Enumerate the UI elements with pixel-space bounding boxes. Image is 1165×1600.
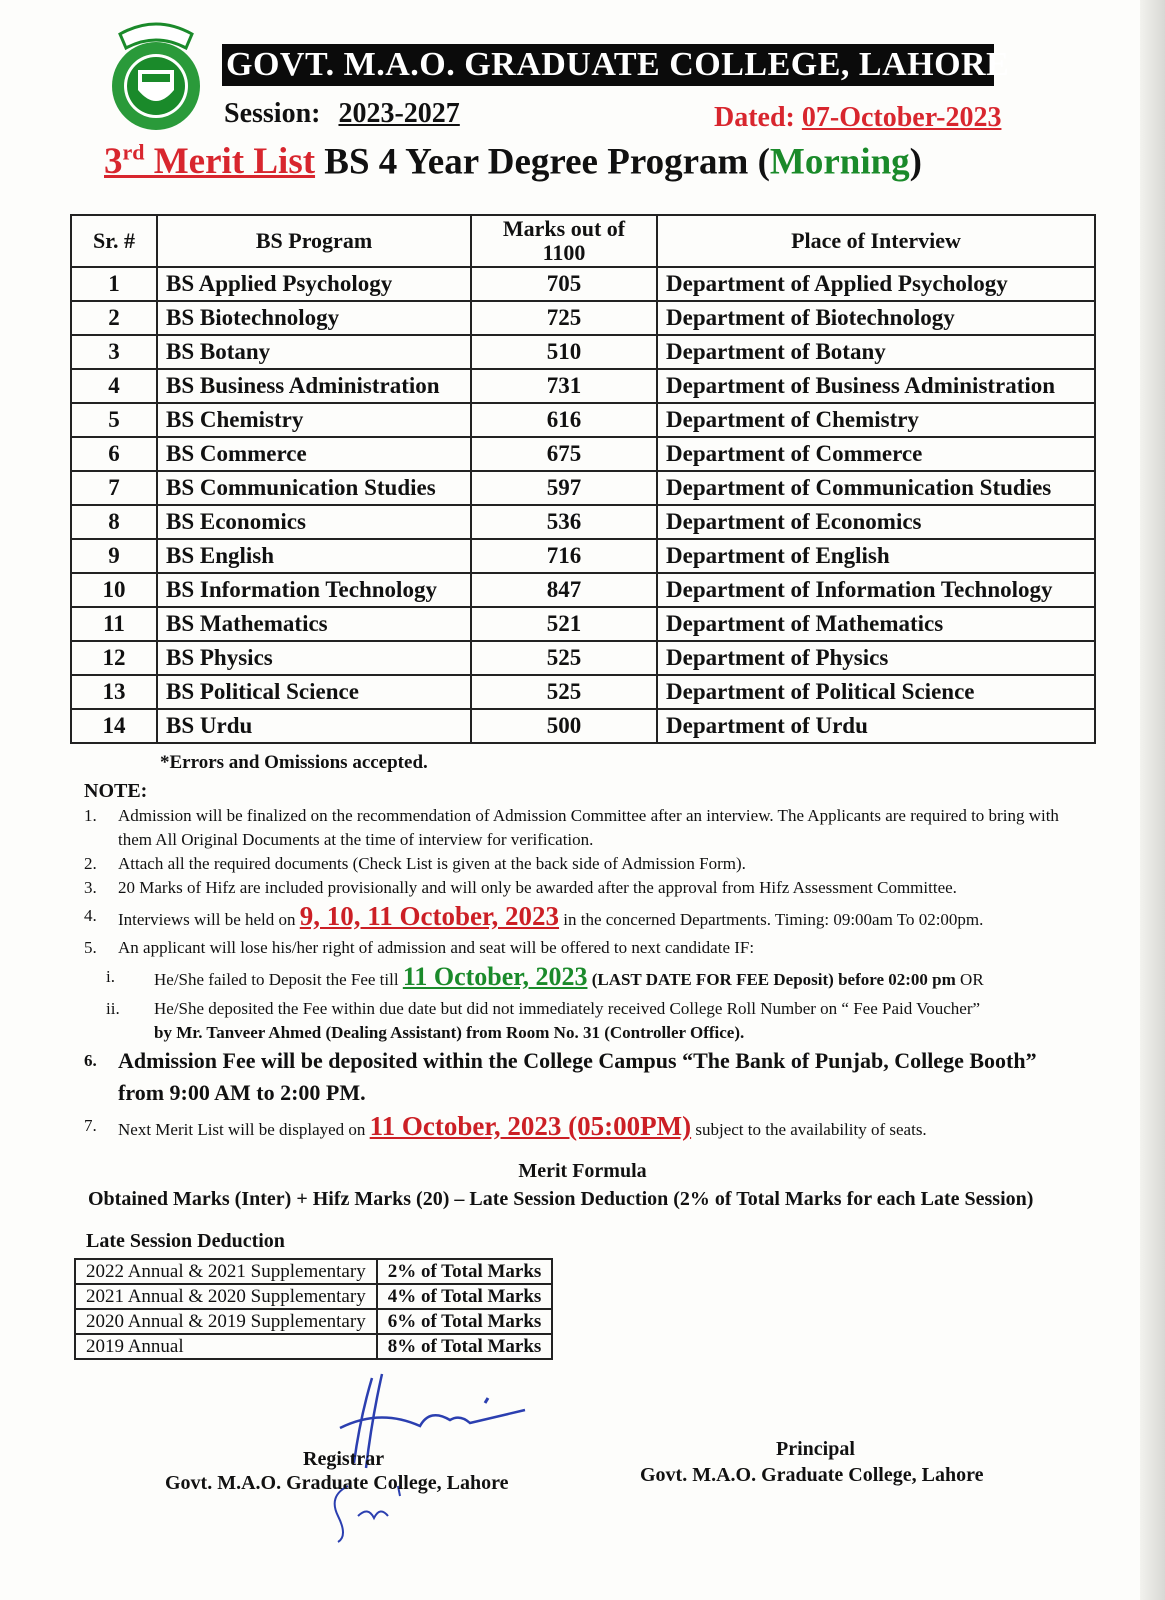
session-value: 2023-2027: [338, 98, 460, 129]
place-cell: Department of Botany: [657, 335, 1095, 369]
session-cell: 2020 Annual & 2019 Supplementary: [75, 1309, 377, 1334]
interview-dates: 9, 10, 11 October, 2023: [299, 901, 560, 931]
place-cell: Department of Economics: [657, 505, 1095, 539]
marks-cell: 525: [471, 641, 657, 675]
fee-deadline: 11 October, 2023: [402, 962, 588, 991]
sr-cell: 11: [71, 607, 157, 641]
table-row: [71, 505, 1095, 539]
header-place: Place of Interview: [657, 215, 1095, 267]
table-row: [71, 301, 1095, 335]
header-marks: Marks out of 1100: [471, 215, 657, 267]
shift-label: Morning: [769, 141, 910, 183]
principal-college: Govt. M.A.O. Graduate College, Lahore: [640, 1464, 984, 1486]
place-cell: Department of Information Technology: [657, 573, 1095, 607]
place-cell: Department of Chemistry: [657, 403, 1095, 437]
program-cell: BS Information Technology: [157, 573, 471, 607]
place-cell: Department of Applied Psychology: [657, 267, 1095, 301]
marks-cell: 847: [471, 573, 657, 607]
registrar-college: Govt. M.A.O. Graduate College, Lahore: [165, 1472, 509, 1494]
table-row: [71, 369, 1095, 403]
dated-label: Dated:: [714, 102, 802, 133]
late-session-table: [74, 1258, 553, 1360]
program-title: BS 4 Year Degree Program (: [315, 141, 770, 183]
late-session-row: [75, 1259, 552, 1284]
program-cell: BS Economics: [157, 505, 471, 539]
sr-cell: 10: [71, 573, 157, 607]
place-cell: Department of Commerce: [657, 437, 1095, 471]
deduction-cell: 2% of Total Marks: [377, 1259, 553, 1284]
marks-cell: 597: [471, 471, 657, 505]
session: [224, 98, 460, 130]
marks-cell: 525: [471, 675, 657, 709]
note-6: 6. Admission Fee will be deposited within the College Campus “The Bank of Punjab, College Booth” from 9:00 AM to 2:00 PM.: [84, 1048, 1037, 1105]
program-cell: BS Commerce: [157, 437, 471, 471]
place-cell: Department of Physics: [657, 641, 1095, 675]
program-cell: BS Applied Psychology: [157, 267, 471, 301]
marks-cell: 521: [471, 607, 657, 641]
late-session-row: [75, 1309, 552, 1334]
sr-cell: 13: [71, 675, 157, 709]
sr-cell: 2: [71, 301, 157, 335]
merit-formula: Obtained Marks (Inter) + Hifz Marks (20) – Late Session Deduction (2% of Total Marks for each Late Session): [88, 1188, 1034, 1210]
sr-cell: 8: [71, 505, 157, 539]
marks-cell: 536: [471, 505, 657, 539]
note-2: 2. Attach all the required documents (Check List is given at the back side of Admission Form).: [84, 854, 746, 873]
program-cell: BS Mathematics: [157, 607, 471, 641]
place-cell: Department of Urdu: [657, 709, 1095, 743]
merit-list-number: 3rd Merit List: [104, 140, 316, 183]
program-cell: BS Communication Studies: [157, 471, 471, 505]
note-3: 3. 20 Marks of Hifz are included provisionally and will only be awarded after the approval from Hifz Assessment Committee.: [84, 878, 957, 897]
session-cell: 2021 Annual & 2020 Supplementary: [75, 1284, 377, 1309]
note-7: 7. Next Merit List will be displayed on 11 October, 2023 (05:00PM) subject to the availability of seats.: [84, 1111, 927, 1141]
sr-cell: 14: [71, 709, 157, 743]
marks-cell: 705: [471, 267, 657, 301]
sr-cell: 3: [71, 335, 157, 369]
session-cell: 2022 Annual & 2021 Supplementary: [75, 1259, 377, 1284]
program-cell: BS Urdu: [157, 709, 471, 743]
merit-formula-title: Merit Formula: [518, 1160, 647, 1182]
late-session-title: Late Session Deduction: [86, 1230, 285, 1252]
late-session-row: [75, 1284, 552, 1309]
table-row: [71, 437, 1095, 471]
session-cell: 2019 Annual: [75, 1334, 377, 1359]
next-merit-date: 11 October, 2023 (05:00PM): [369, 1111, 692, 1141]
program-cell: BS Political Science: [157, 675, 471, 709]
table-row: [71, 335, 1095, 369]
late-session-row: [75, 1334, 552, 1359]
table-row: [71, 267, 1095, 301]
note-5: 5. An applicant will lose his/her right of admission and seat will be offered to next candidate IF:: [84, 938, 755, 957]
deduction-cell: 8% of Total Marks: [377, 1334, 553, 1359]
college-crest-icon: [102, 12, 210, 132]
sr-cell: 4: [71, 369, 157, 403]
merit-table: [70, 214, 1096, 744]
table-row: [71, 539, 1095, 573]
table-row: [71, 709, 1095, 743]
registrar-title: Registrar: [303, 1448, 385, 1470]
place-cell: Department of Political Science: [657, 675, 1095, 709]
header-program: BS Program: [157, 215, 471, 267]
errors-note: *Errors and Omissions accepted.: [160, 752, 428, 773]
place-cell: Department of Business Administration: [657, 369, 1095, 403]
sr-cell: 7: [71, 471, 157, 505]
program-cell: BS English: [157, 539, 471, 573]
note-5-ii: ii. He/She deposited the Fee within due date but did not immediately received College Roll Number on “ Fee Paid Voucher” by Mr. Tanveer Ahmed (Dealing Assistant) from Room No. 31 (Controller Office).: [106, 999, 981, 1042]
college-name-banner: GOVT. M.A.O. GRADUATE COLLEGE, LAHORE: [222, 44, 994, 86]
sr-cell: 1: [71, 267, 157, 301]
notes-heading: NOTE:: [84, 780, 148, 802]
table-row: [71, 471, 1095, 505]
note-5-i: i. He/She failed to Deposit the Fee till 11 October, 2023 (LAST DATE FOR FEE Deposit) before 02:00 pm OR: [106, 962, 984, 991]
place-cell: Department of Mathematics: [657, 607, 1095, 641]
note-4: 4. Interviews will be held on 9, 10, 11 October, 2023 in the concerned Departments. Timing: 09:00am To 02:00pm.: [84, 901, 984, 931]
program-cell: BS Biotechnology: [157, 301, 471, 335]
table-row: [71, 403, 1095, 437]
notes-list: [84, 804, 1084, 1147]
marks-cell: 616: [471, 403, 657, 437]
table-row: [71, 573, 1095, 607]
dated: [714, 102, 1001, 134]
marks-cell: 725: [471, 301, 657, 335]
header-sr: Sr. #: [71, 215, 157, 267]
dated-value: 07-October-2023: [801, 102, 1002, 133]
marks-cell: 675: [471, 437, 657, 471]
place-cell: Department of English: [657, 539, 1095, 573]
table-header-row: [71, 215, 1095, 267]
sr-cell: 5: [71, 403, 157, 437]
place-cell: Department of Communication Studies: [657, 471, 1095, 505]
session-label: Session:: [224, 98, 321, 129]
page-edge-shadow: [1140, 0, 1165, 1600]
marks-cell: 510: [471, 335, 657, 369]
deduction-cell: 6% of Total Marks: [377, 1309, 553, 1334]
table-row: [71, 607, 1095, 641]
place-cell: Department of Biotechnology: [657, 301, 1095, 335]
table-row: [71, 675, 1095, 709]
sr-cell: 12: [71, 641, 157, 675]
marks-cell: 500: [471, 709, 657, 743]
program-cell: BS Physics: [157, 641, 471, 675]
marks-cell: 731: [471, 369, 657, 403]
program-cell: BS Business Administration: [157, 369, 471, 403]
note-1: 1. Admission will be finalized on the recommendation of Admission Committee after an interview. The Applicants are required to bring with them All Original Documents at the time of interview for verification.: [84, 806, 1059, 849]
table-row: [71, 641, 1095, 675]
program-cell: BS Chemistry: [157, 403, 471, 437]
deduction-cell: 4% of Total Marks: [377, 1284, 553, 1309]
program-cell: BS Botany: [157, 335, 471, 369]
page-title: 3rd Merit List BS 4 Year Degree Program (Morning): [104, 140, 922, 183]
sr-cell: 9: [71, 539, 157, 573]
principal-title: Principal: [776, 1438, 855, 1460]
sr-cell: 6: [71, 437, 157, 471]
marks-cell: 716: [471, 539, 657, 573]
